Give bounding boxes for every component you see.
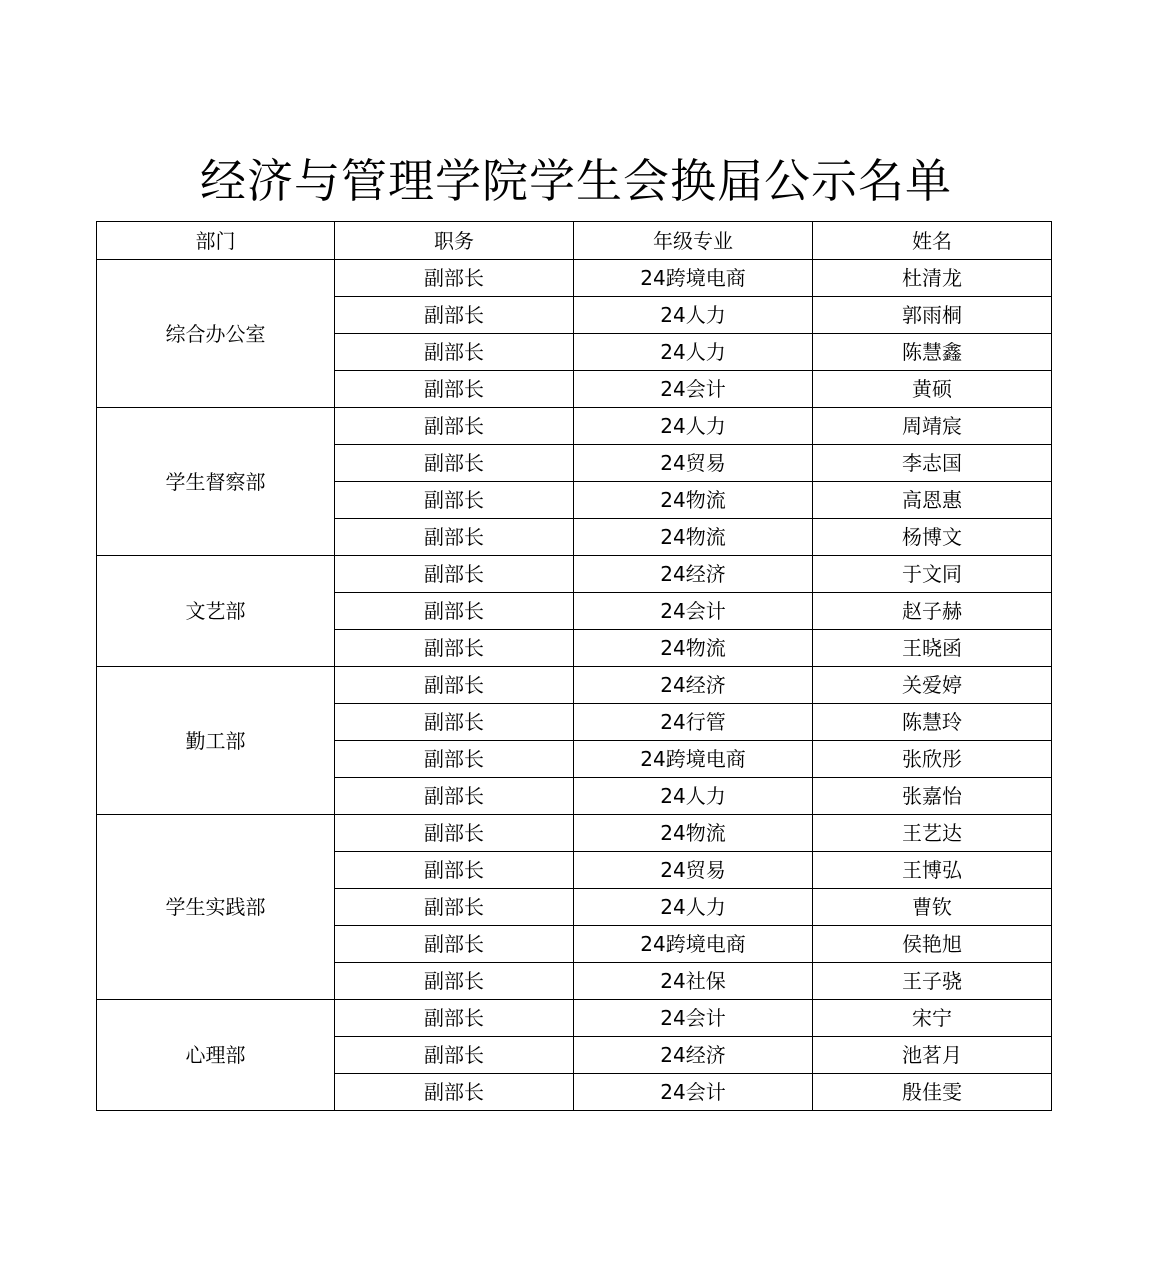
grade-major-cell: 24经济 bbox=[574, 556, 813, 593]
grade-major-cell: 24人力 bbox=[574, 889, 813, 926]
position-cell: 副部长 bbox=[335, 371, 574, 408]
student-name-cell: 赵子赫 bbox=[813, 593, 1052, 630]
table-row bbox=[97, 556, 1052, 593]
grade-major-cell: 24物流 bbox=[574, 482, 813, 519]
position-cell: 副部长 bbox=[335, 778, 574, 815]
department-cell: 心理部 bbox=[97, 1000, 335, 1111]
roster-table bbox=[96, 221, 1052, 1111]
position-cell: 副部长 bbox=[335, 852, 574, 889]
student-name-cell: 王晓函 bbox=[813, 630, 1052, 667]
grade-major-cell: 24人力 bbox=[574, 778, 813, 815]
header-grade-major: 年级专业 bbox=[574, 222, 813, 260]
table-header bbox=[97, 222, 1052, 260]
position-cell: 副部长 bbox=[335, 963, 574, 1000]
grade-major-cell: 24经济 bbox=[574, 667, 813, 704]
grade-major-cell: 24贸易 bbox=[574, 852, 813, 889]
grade-major-cell: 24会计 bbox=[574, 1074, 813, 1111]
position-cell: 副部长 bbox=[335, 556, 574, 593]
student-name-cell: 杨博文 bbox=[813, 519, 1052, 556]
department-cell: 文艺部 bbox=[97, 556, 335, 667]
header-row bbox=[97, 222, 1052, 260]
position-cell: 副部长 bbox=[335, 445, 574, 482]
student-name-cell: 王博弘 bbox=[813, 852, 1052, 889]
student-name-cell: 李志国 bbox=[813, 445, 1052, 482]
position-cell: 副部长 bbox=[335, 667, 574, 704]
student-name-cell: 张欣彤 bbox=[813, 741, 1052, 778]
student-name-cell: 池茗月 bbox=[813, 1037, 1052, 1074]
grade-major-cell: 24人力 bbox=[574, 334, 813, 371]
student-name-cell: 张嘉怡 bbox=[813, 778, 1052, 815]
department-cell: 勤工部 bbox=[97, 667, 335, 815]
position-cell: 副部长 bbox=[335, 260, 574, 297]
grade-major-cell: 24会计 bbox=[574, 371, 813, 408]
grade-major-cell: 24跨境电商 bbox=[574, 260, 813, 297]
student-name-cell: 周靖宸 bbox=[813, 408, 1052, 445]
table-row bbox=[97, 1000, 1052, 1037]
position-cell: 副部长 bbox=[335, 593, 574, 630]
grade-major-cell: 24经济 bbox=[574, 1037, 813, 1074]
position-cell: 副部长 bbox=[335, 297, 574, 334]
position-cell: 副部长 bbox=[335, 1037, 574, 1074]
header-name: 姓名 bbox=[813, 222, 1052, 260]
grade-major-cell: 24人力 bbox=[574, 408, 813, 445]
position-cell: 副部长 bbox=[335, 482, 574, 519]
position-cell: 副部长 bbox=[335, 408, 574, 445]
grade-major-cell: 24人力 bbox=[574, 297, 813, 334]
grade-major-cell: 24物流 bbox=[574, 815, 813, 852]
grade-major-cell: 24社保 bbox=[574, 963, 813, 1000]
student-name-cell: 黄硕 bbox=[813, 371, 1052, 408]
table-row bbox=[97, 260, 1052, 297]
grade-major-cell: 24跨境电商 bbox=[574, 926, 813, 963]
document-title: 经济与管理学院学生会换届公示名单 bbox=[200, 154, 952, 208]
table-body bbox=[97, 260, 1052, 1111]
grade-major-cell: 24物流 bbox=[574, 519, 813, 556]
position-cell: 副部长 bbox=[335, 519, 574, 556]
header-department: 部门 bbox=[97, 222, 335, 260]
grade-major-cell: 24行管 bbox=[574, 704, 813, 741]
department-cell: 综合办公室 bbox=[97, 260, 335, 408]
student-name-cell: 杜清龙 bbox=[813, 260, 1052, 297]
student-name-cell: 侯艳旭 bbox=[813, 926, 1052, 963]
department-cell: 学生实践部 bbox=[97, 815, 335, 1000]
student-name-cell: 曹钦 bbox=[813, 889, 1052, 926]
student-name-cell: 王子骁 bbox=[813, 963, 1052, 1000]
student-name-cell: 陈慧鑫 bbox=[813, 334, 1052, 371]
position-cell: 副部长 bbox=[335, 741, 574, 778]
position-cell: 副部长 bbox=[335, 815, 574, 852]
position-cell: 副部长 bbox=[335, 926, 574, 963]
position-cell: 副部长 bbox=[335, 630, 574, 667]
position-cell: 副部长 bbox=[335, 704, 574, 741]
student-name-cell: 高恩惠 bbox=[813, 482, 1052, 519]
grade-major-cell: 24贸易 bbox=[574, 445, 813, 482]
grade-major-cell: 24跨境电商 bbox=[574, 741, 813, 778]
grade-major-cell: 24物流 bbox=[574, 630, 813, 667]
position-cell: 副部长 bbox=[335, 1074, 574, 1111]
table-row bbox=[97, 667, 1052, 704]
student-name-cell: 于文同 bbox=[813, 556, 1052, 593]
table-row bbox=[97, 815, 1052, 852]
grade-major-cell: 24会计 bbox=[574, 1000, 813, 1037]
student-name-cell: 郭雨桐 bbox=[813, 297, 1052, 334]
department-cell: 学生督察部 bbox=[97, 408, 335, 556]
table-row bbox=[97, 408, 1052, 445]
student-name-cell: 宋宁 bbox=[813, 1000, 1052, 1037]
student-name-cell: 殷佳雯 bbox=[813, 1074, 1052, 1111]
position-cell: 副部长 bbox=[335, 1000, 574, 1037]
position-cell: 副部长 bbox=[335, 334, 574, 371]
header-position: 职务 bbox=[335, 222, 574, 260]
position-cell: 副部长 bbox=[335, 889, 574, 926]
student-name-cell: 关爱婷 bbox=[813, 667, 1052, 704]
student-name-cell: 王艺达 bbox=[813, 815, 1052, 852]
grade-major-cell: 24会计 bbox=[574, 593, 813, 630]
student-name-cell: 陈慧玲 bbox=[813, 704, 1052, 741]
